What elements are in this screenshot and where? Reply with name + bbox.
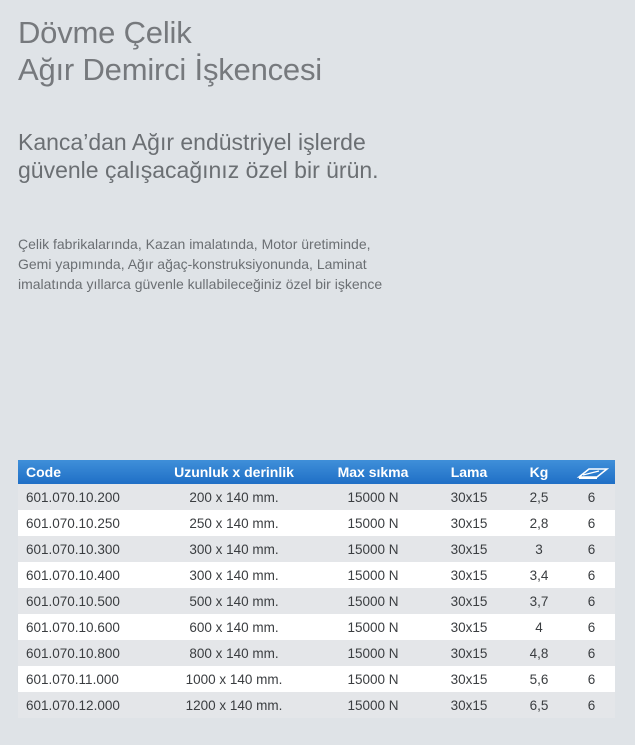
product-description: [18, 234, 382, 294]
cell-code: 601.070.10.250: [26, 515, 120, 531]
description-line-2: Gemi yapımında, Ağır ağaç-konstruksiyonunda, Laminat: [18, 256, 367, 272]
cell-lama: 30x15: [450, 593, 488, 609]
table-row: [18, 510, 615, 536]
cell-lama: 30x15: [450, 619, 488, 635]
header-dimension: Uzunluk x derinlik: [174, 464, 294, 480]
cell-lama: 30x15: [450, 567, 488, 583]
cell-dimension: 800 x 140 mm.: [189, 645, 279, 661]
table-row: [18, 640, 615, 666]
table-row: [18, 562, 615, 588]
cell-dimension: 1200 x 140 mm.: [185, 697, 283, 713]
cell-kg: 2,8: [529, 515, 549, 531]
cell-lama: 30x15: [450, 697, 488, 713]
table-row: [18, 588, 615, 614]
cell-code: 601.070.10.300: [26, 541, 120, 557]
cell-pack: 6: [587, 515, 596, 531]
header-lama: Lama: [450, 464, 488, 480]
cell-dimension: 200 x 140 mm.: [189, 489, 279, 505]
description-line-3: imalatında yıllarca güvenle kullabileceğiniz özel bir işkence: [18, 276, 383, 292]
cell-dimension: 600 x 140 mm.: [189, 619, 279, 635]
spec-table: [18, 460, 615, 718]
cell-kg: 3: [535, 541, 543, 557]
title-line-2: Ağır Demirci İşkencesi: [18, 52, 322, 87]
header-code: Code: [26, 464, 61, 480]
cell-pack: 6: [587, 593, 596, 609]
cell-dimension: 300 x 140 mm.: [189, 567, 279, 583]
cell-lama: 30x15: [450, 515, 488, 531]
table-row: [18, 692, 615, 718]
cell-max: 15000 N: [347, 671, 399, 687]
table-row: [18, 614, 615, 640]
cell-kg: 4: [535, 619, 543, 635]
page-title: [18, 14, 322, 88]
cell-kg: 6,5: [529, 697, 549, 713]
description-line-1: Çelik fabrikalarında, Kazan imalatında, Motor üretiminde,: [18, 236, 371, 252]
cell-code: 601.070.10.200: [26, 489, 120, 505]
cell-code: 601.070.10.400: [26, 567, 120, 583]
cell-dimension: 250 x 140 mm.: [189, 515, 279, 531]
cell-code: 601.070.11.000: [26, 671, 119, 687]
cell-lama: 30x15: [450, 645, 488, 661]
cell-max: 15000 N: [347, 645, 399, 661]
cell-kg: 3,7: [529, 593, 549, 609]
cell-max: 15000 N: [347, 489, 399, 505]
cell-max: 15000 N: [347, 515, 399, 531]
cell-kg: 4,8: [529, 645, 549, 661]
table-header: [18, 460, 615, 484]
cell-pack: 6: [587, 619, 596, 635]
cell-max: 15000 N: [347, 567, 399, 583]
cell-kg: 2,5: [529, 489, 549, 505]
subtitle-line-1: Kanca’dan Ağır endüstriyel işlerde: [18, 129, 366, 155]
title-line-1: Dövme Çelik: [18, 15, 192, 50]
package-icon: [575, 465, 609, 481]
cell-code: 601.070.10.800: [26, 645, 120, 661]
cell-pack: 6: [587, 489, 596, 505]
table-row: [18, 666, 615, 692]
subtitle-line-2: güvenle çalışacağınız özel bir ürün.: [18, 157, 379, 183]
header-max: Max sıkma: [337, 464, 409, 480]
cell-code: 601.070.10.600: [26, 619, 120, 635]
table-row: [18, 536, 615, 562]
cell-dimension: 300 x 140 mm.: [189, 541, 279, 557]
cell-pack: 6: [587, 671, 596, 687]
table-row: [18, 484, 615, 510]
page-subtitle: [18, 128, 379, 184]
header-kg: Kg: [529, 464, 549, 480]
cell-pack: 6: [587, 645, 596, 661]
cell-max: 15000 N: [347, 619, 399, 635]
cell-lama: 30x15: [450, 671, 488, 687]
cell-code: 601.070.12.000: [26, 697, 120, 713]
cell-kg: 5,6: [529, 671, 549, 687]
cell-pack: 6: [587, 567, 596, 583]
cell-dimension: 1000 x 140 mm.: [185, 671, 283, 687]
cell-max: 15000 N: [347, 593, 399, 609]
cell-dimension: 500 x 140 mm.: [189, 593, 279, 609]
cell-pack: 6: [587, 541, 596, 557]
cell-max: 15000 N: [347, 697, 399, 713]
cell-pack: 6: [587, 697, 596, 713]
cell-lama: 30x15: [450, 541, 488, 557]
cell-max: 15000 N: [347, 541, 399, 557]
cell-kg: 3,4: [529, 567, 549, 583]
cell-lama: 30x15: [450, 489, 488, 505]
cell-code: 601.070.10.500: [26, 593, 120, 609]
